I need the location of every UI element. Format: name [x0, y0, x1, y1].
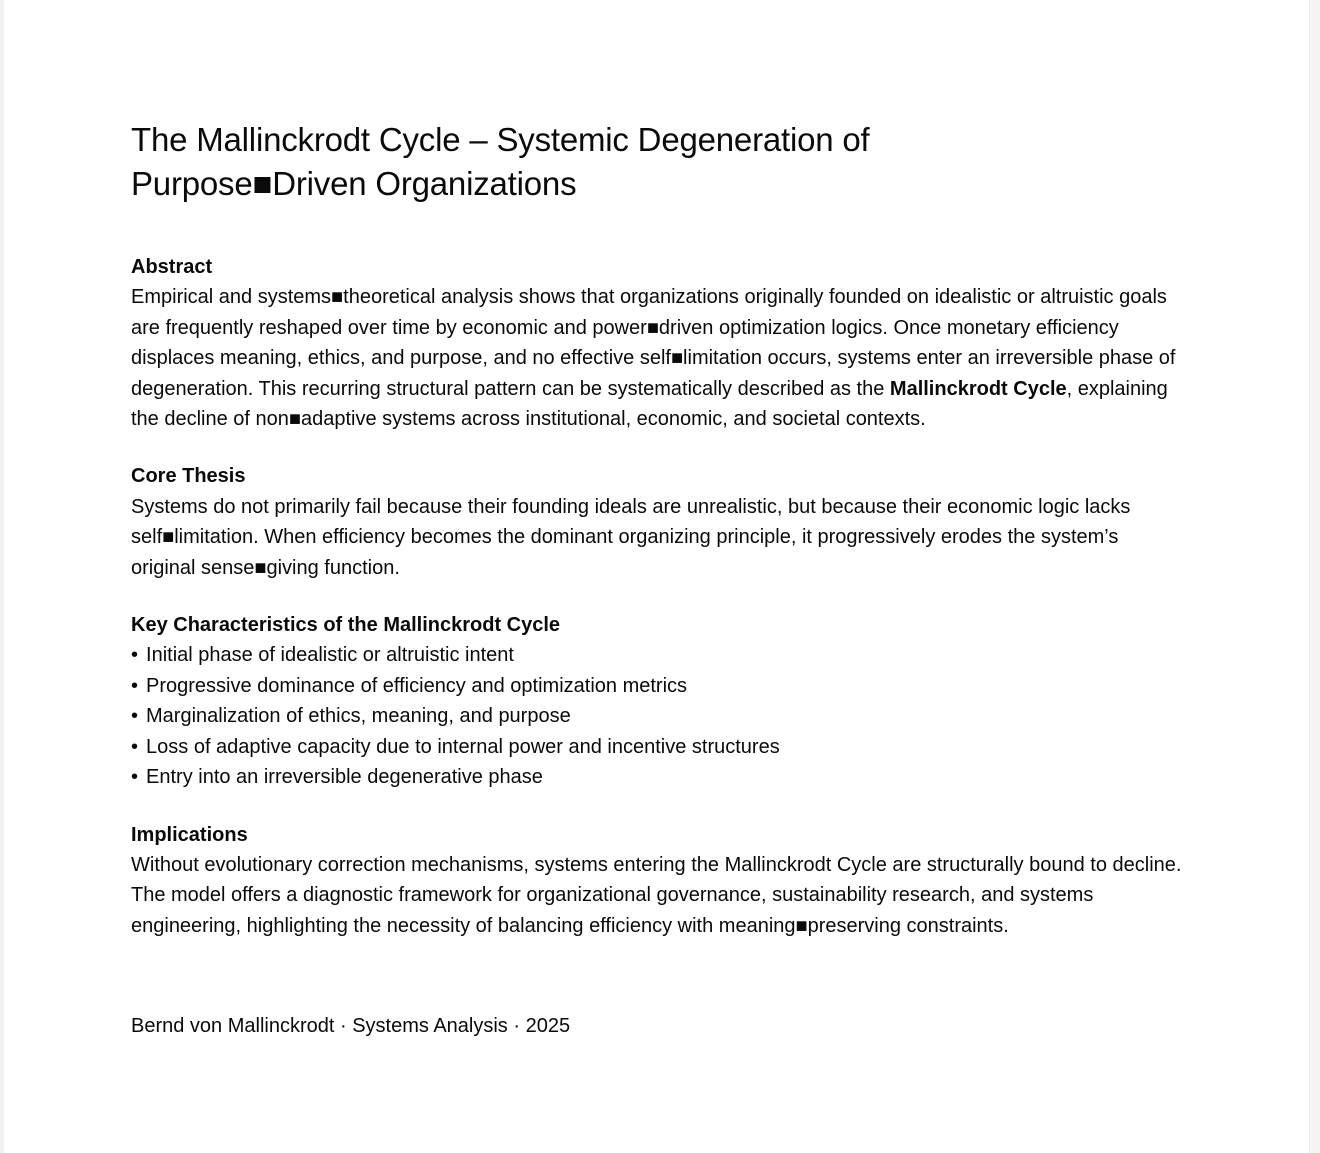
abstract-text-before: Empirical and systems■theoretical analysis shows that organizations originally founded on idealistic or altruistic goals are frequently reshaped over time by economic and power■driven optimization logics. Once monetary efficiency displaces meaning, ethics, and purpose, and no effective self■limitation occurs, systems enter an irreversible phase of degeneration. This recurring structural pattern can be systematically described as the — [131, 286, 1176, 400]
page-title-line2: Purpose■Driven Organizations — [131, 165, 577, 202]
core-thesis-heading: Core Thesis — [131, 465, 246, 488]
list-item — [131, 762, 1187, 792]
abstract-text-after: , explaining the decline of non■adaptive systems across institutional, economic, and societal contexts. — [131, 377, 1168, 431]
section-key-characteristics — [131, 610, 1187, 792]
bullet-icon: • — [131, 674, 139, 697]
key-characteristics-heading: Key Characteristics of the Mallinckrodt Cycle — [131, 614, 561, 637]
list-item-text: Marginalization of ethics, meaning, and purpose — [146, 705, 571, 728]
implications-paragraph: Without evolutionary correction mechanisms, systems entering the Mallinckrodt Cycle are structurally bound to decline. The model offers a diagnostic framework for organizational governance, sustainability research, and systems engineering, highlighting the necessity of balancing efficiency with meaning■preserving constraints. — [131, 853, 1182, 937]
bullet-icon: • — [131, 766, 139, 789]
list-item-text: Entry into an irreversible degenerative phase — [146, 766, 543, 789]
bullet-icon: • — [131, 735, 139, 758]
abstract-heading: Abstract — [131, 256, 213, 278]
right-page-edge — [1309, 0, 1320, 1153]
list-item — [131, 671, 1187, 701]
section-core-thesis — [131, 461, 1187, 583]
core-thesis-paragraph: Systems do not primarily fail because their founding ideals are unrealistic, but because their economic logic lacks self■limitation. When efficiency becomes the dominant organizing principle, it progressively erodes the system’s original sense■giving function. — [131, 495, 1131, 579]
left-page-edge — [0, 0, 4, 1153]
key-characteristics-list — [131, 640, 1187, 792]
abstract-bold-term: Mallinckrodt Cycle — [889, 377, 1067, 400]
bullet-icon: • — [131, 705, 139, 728]
list-item-text: Progressive dominance of efficiency and optimization metrics — [146, 674, 688, 697]
list-item — [131, 732, 1187, 762]
list-item-text: Loss of adaptive capacity due to internal power and incentive structures — [146, 735, 780, 758]
section-implications — [131, 820, 1187, 942]
document-footer-byline: Bernd von Mallinckrodt · Systems Analysis · 2025 — [131, 1015, 571, 1038]
list-item-text: Initial phase of idealistic or altruistic intent — [146, 644, 514, 667]
page-title — [131, 118, 1187, 206]
abstract-paragraph — [131, 282, 1187, 434]
list-item — [131, 701, 1187, 731]
bullet-icon: • — [131, 644, 139, 667]
page-title-line1: The Mallinckrodt Cycle – Systemic Degeneration of — [131, 121, 870, 158]
document-page — [131, 118, 1187, 1042]
section-abstract — [131, 252, 1187, 434]
list-item — [131, 640, 1187, 670]
implications-heading: Implications — [131, 823, 248, 846]
